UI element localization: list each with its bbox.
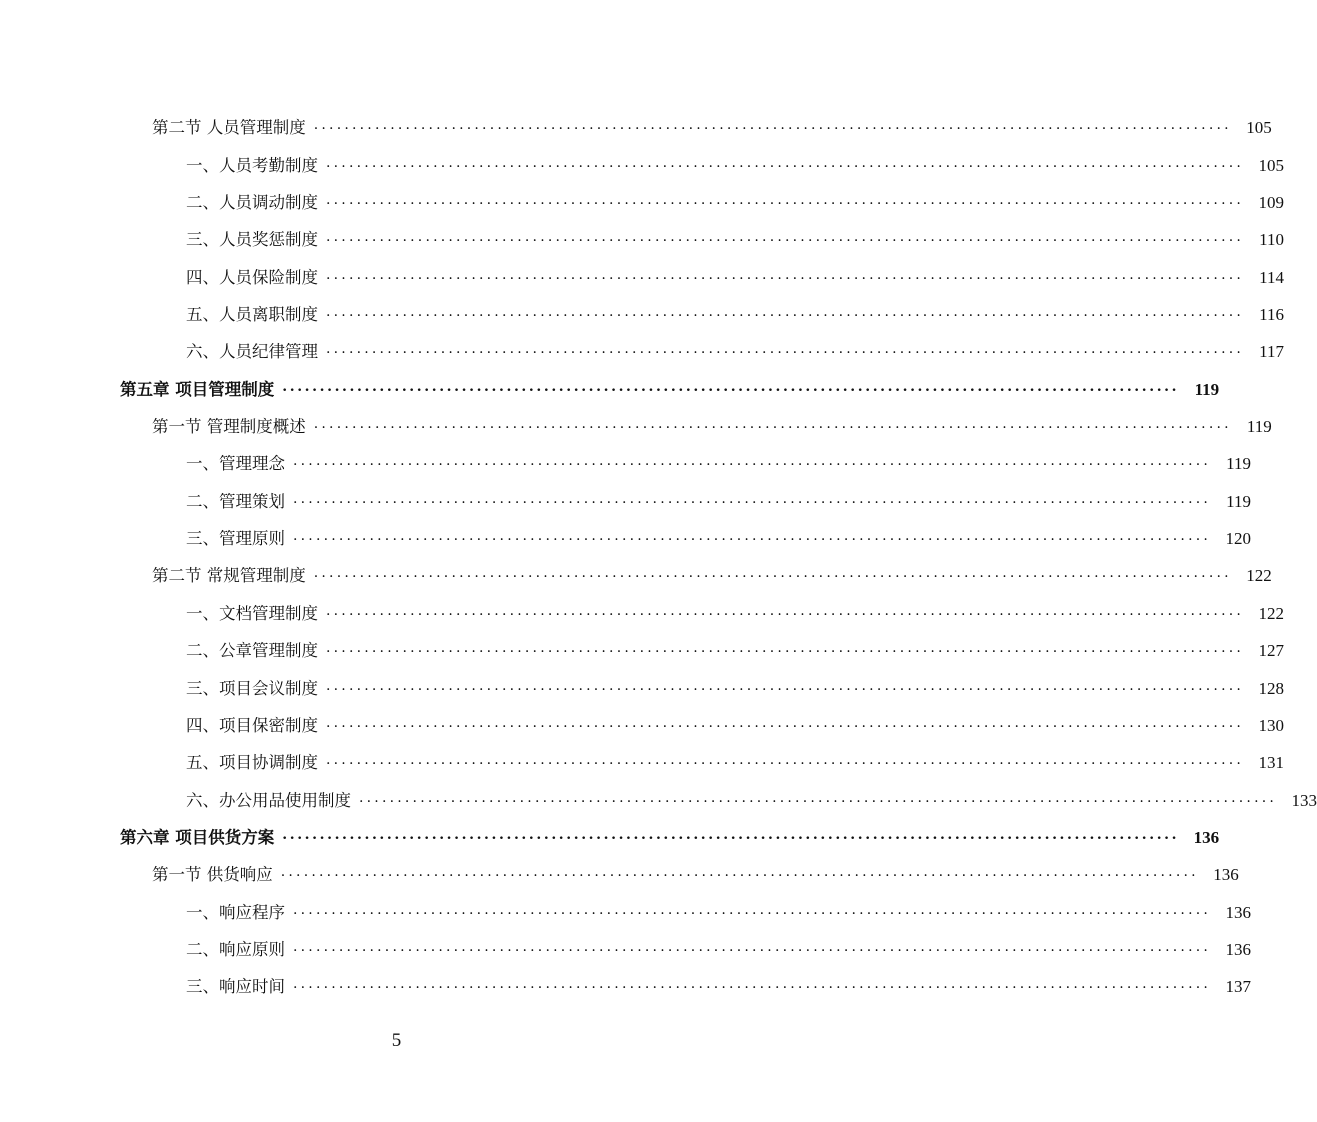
toc-entry-subsection[interactable]	[0, 923, 1252, 960]
toc-entry-page-number: 119	[1194, 379, 1220, 399]
toc-dot-leader: ........................................................................................................................	[326, 266, 1245, 283]
toc-entry-page-number: 128	[1258, 678, 1285, 698]
toc-entry-page-number: 114	[1259, 267, 1285, 287]
toc-entry-title: 第一节 管理制度概述	[152, 417, 306, 437]
toc-entry-subsection[interactable]	[0, 288, 1285, 325]
toc-entry-page-number: 130	[1258, 715, 1285, 735]
toc-entry-page-number: 127	[1258, 641, 1285, 661]
toc-entry-title: 第五章 项目管理制度	[120, 379, 275, 399]
toc-entry-subsection[interactable]	[0, 325, 1285, 362]
toc-entry-subsection[interactable]	[0, 213, 1285, 250]
table-of-contents	[0, 101, 1317, 997]
toc-entry-page-number: 133	[1291, 790, 1317, 810]
toc-entry-page-number: 105	[1258, 155, 1285, 175]
toc-entry-subsection[interactable]	[0, 773, 1317, 810]
toc-entry-page-number: 110	[1259, 230, 1285, 250]
toc-dot-leader: ........................................................................................................................	[293, 490, 1212, 507]
toc-entry-subsection[interactable]	[0, 699, 1285, 736]
toc-entry-subsection[interactable]	[0, 736, 1285, 773]
toc-entry-title: 二、响应原则	[186, 939, 285, 959]
toc-dot-leader: ........................................................................................................................	[293, 976, 1212, 993]
toc-dot-leader: ........................................................................................................................	[282, 826, 1180, 843]
toc-entry-page-number: 109	[1258, 193, 1285, 213]
toc-entry-section[interactable]	[0, 848, 1239, 885]
toc-dot-leader: ........................................................................................................................	[326, 602, 1245, 619]
toc-entry-page-number: 119	[1246, 417, 1272, 437]
toc-entry-page-number: 119	[1226, 454, 1252, 474]
toc-dot-leader: ........................................................................................................................	[326, 192, 1245, 209]
toc-entry-title: 三、人员奖惩制度	[186, 230, 318, 250]
toc-entry-title: 二、人员调动制度	[186, 193, 318, 213]
toc-entry-subsection[interactable]	[0, 250, 1285, 287]
toc-dot-leader: ........................................................................................................................	[293, 901, 1212, 918]
toc-entry-title: 三、管理原则	[186, 529, 285, 549]
toc-entry-title: 六、办公用品使用制度	[186, 790, 351, 810]
toc-entry-title: 四、人员保险制度	[186, 267, 318, 287]
toc-entry-title: 二、公章管理制度	[186, 641, 318, 661]
toc-entry-title: 一、人员考勤制度	[186, 155, 318, 175]
toc-entry-title: 五、人员离职制度	[186, 305, 318, 325]
toc-dot-leader: ........................................................................................................................	[326, 677, 1245, 694]
page-number: 5	[391, 1030, 402, 1051]
toc-entry-title: 一、文档管理制度	[186, 603, 318, 623]
toc-entry-title: 第二节 常规管理制度	[152, 566, 306, 586]
toc-dot-leader: ........................................................................................................................	[326, 640, 1245, 657]
toc-dot-leader: ........................................................................................................................	[313, 117, 1232, 134]
toc-entry-title: 三、项目会议制度	[186, 678, 318, 698]
toc-dot-leader: ........................................................................................................................	[326, 752, 1245, 769]
toc-entry-subsection[interactable]	[0, 661, 1285, 698]
toc-dot-leader: ........................................................................................................................	[293, 938, 1212, 955]
toc-entry-page-number: 136	[1193, 827, 1220, 847]
toc-dot-leader: ........................................................................................................................	[326, 341, 1245, 358]
toc-entry-page-number: 116	[1259, 305, 1285, 325]
toc-entry-title: 第六章 项目供货方案	[120, 827, 275, 847]
toc-entry-subsection[interactable]	[0, 624, 1285, 661]
toc-entry-page-number: 122	[1246, 566, 1272, 586]
toc-entry-page-number: 137	[1225, 977, 1252, 997]
toc-entry-page-number: 117	[1259, 342, 1285, 362]
toc-entry-subsection[interactable]	[0, 474, 1252, 511]
toc-dot-leader: ........................................................................................................................	[326, 714, 1245, 731]
toc-entry-page-number: 105	[1246, 118, 1272, 138]
toc-dot-leader: ........................................................................................................................	[280, 864, 1199, 881]
toc-dot-leader: ........................................................................................................................	[359, 789, 1278, 806]
toc-dot-leader: ........................................................................................................................	[326, 304, 1245, 321]
toc-entry-title: 一、响应程序	[186, 902, 285, 922]
toc-entry-subsection[interactable]	[0, 960, 1252, 997]
toc-entry-title: 六、人员纪律管理	[186, 342, 318, 362]
toc-entry-subsection[interactable]	[0, 138, 1285, 175]
toc-entry-page-number: 131	[1258, 753, 1285, 773]
toc-dot-leader: ........................................................................................................................	[293, 453, 1212, 470]
toc-entry-title: 四、项目保密制度	[186, 715, 318, 735]
toc-entry-title: 一、管理理念	[186, 454, 285, 474]
toc-entry-subsection[interactable]	[0, 885, 1252, 922]
toc-dot-leader: ........................................................................................................................	[282, 378, 1180, 395]
toc-entry-page-number: 136	[1213, 865, 1239, 885]
toc-entry-title: 第一节 供货响应	[152, 865, 273, 885]
toc-entry-page-number: 122	[1258, 603, 1285, 623]
toc-entry-subsection[interactable]	[0, 437, 1252, 474]
toc-entry-subsection[interactable]	[0, 176, 1285, 213]
toc-dot-leader: ........................................................................................................................	[293, 528, 1212, 545]
toc-dot-leader: ........................................................................................................................	[313, 416, 1232, 433]
toc-dot-leader: ........................................................................................................................	[313, 565, 1232, 582]
toc-entry-page-number: 120	[1225, 529, 1252, 549]
toc-entry-title: 三、响应时间	[186, 977, 285, 997]
toc-entry-page-number: 119	[1226, 491, 1252, 511]
toc-entry-title: 第二节 人员管理制度	[152, 118, 306, 138]
toc-entry-section[interactable]	[0, 400, 1272, 437]
toc-entry-title: 五、项目协调制度	[186, 753, 318, 773]
toc-entry-subsection[interactable]	[0, 512, 1252, 549]
toc-dot-leader: ........................................................................................................................	[326, 229, 1245, 246]
toc-entry-chapter[interactable]	[0, 362, 1220, 399]
toc-entry-page-number: 136	[1225, 939, 1252, 959]
toc-entry-title: 二、管理策划	[186, 491, 285, 511]
toc-entry-chapter[interactable]	[0, 811, 1220, 848]
toc-dot-leader: ........................................................................................................................	[326, 154, 1245, 171]
toc-entry-subsection[interactable]	[0, 586, 1285, 623]
toc-entry-section[interactable]	[0, 549, 1272, 586]
toc-entry-page-number: 136	[1225, 902, 1252, 922]
toc-entry-section[interactable]	[0, 101, 1272, 138]
